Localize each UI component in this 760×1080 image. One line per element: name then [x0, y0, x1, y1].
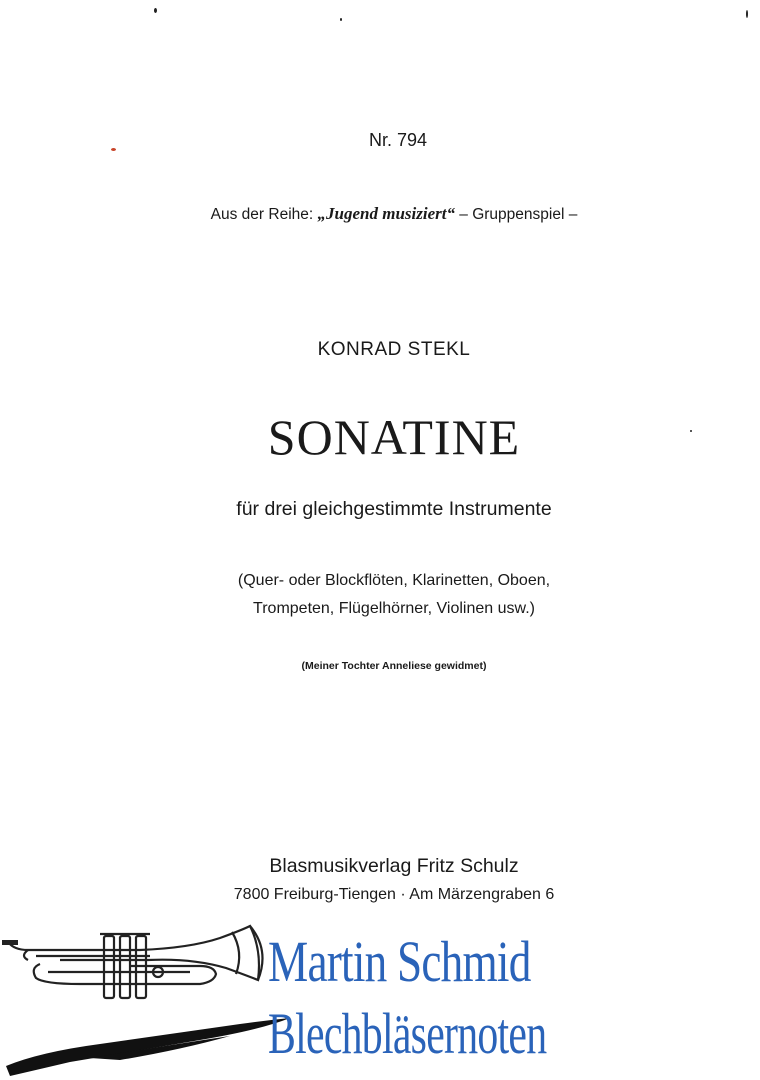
series-suffix: – Gruppenspiel –	[454, 206, 578, 223]
stamp-line-1: Martin Schmid	[268, 929, 531, 994]
instruments-line-2: Trompeten, Flügelhörner, Violinen usw.)	[253, 600, 535, 617]
speck	[154, 8, 157, 13]
series-prefix: Aus der Reihe:	[210, 206, 318, 223]
instruments-line-1: (Quer- oder Blockflöten, Klarinetten, Oboen,	[237, 572, 551, 589]
publisher-name: Blasmusikverlag Fritz Schulz	[269, 855, 519, 877]
catalog-number: Nr. 794	[368, 130, 428, 150]
brush-stroke	[0, 1000, 300, 1080]
stamp-line-2: Blechbläsernoten	[268, 1001, 547, 1066]
speck	[340, 18, 342, 21]
work-subtitle: für drei gleichgestimmte Instrumente	[236, 498, 552, 520]
series-line	[14, 204, 760, 224]
publisher-address: 7800 Freiburg-Tiengen · Am Märzengraben 6	[233, 886, 555, 903]
speck	[746, 10, 748, 18]
composer-name: KONRAD STEKL	[317, 339, 471, 360]
dedication: (Meiner Tochter Anneliese gewidmet)	[301, 660, 487, 672]
work-title: SONATINE	[267, 409, 521, 465]
series-name: „Jugend musiziert“	[317, 204, 455, 223]
trumpet-icon	[0, 920, 290, 1010]
